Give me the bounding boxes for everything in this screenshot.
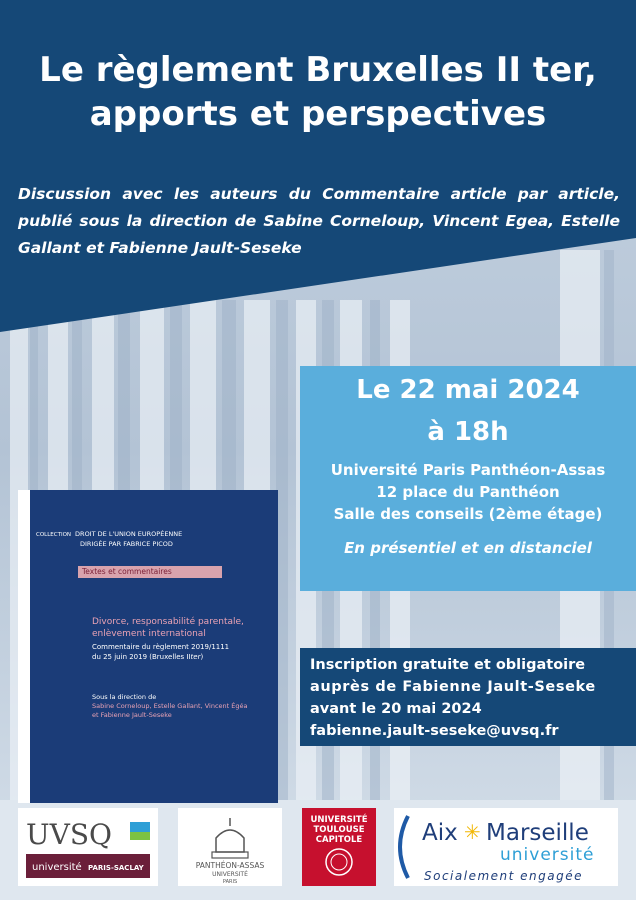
title-line-2: apports et perspectives — [89, 94, 547, 134]
page-title — [0, 48, 636, 136]
book-collection — [36, 530, 182, 549]
registration-email-link[interactable]: fabienne.jault-seseke@uvsq.fr — [310, 723, 559, 739]
collection-name: DROIT DE L'UNION EUROPÉENNE — [75, 530, 183, 538]
toulouse-line-3: CAPITOLE — [315, 835, 363, 845]
aix-marseille-logo — [394, 808, 618, 886]
venue-line-3: Salle des conseils (2ème étage) — [333, 505, 603, 523]
registration-line-3: avant le 20 mai 2024 — [310, 701, 482, 717]
uvsq-logo-graphic — [18, 808, 158, 886]
venue-line-2: 12 place du Panthéon — [376, 483, 560, 501]
uvsq-sub-2: PARIS-SACLAY — [88, 864, 144, 872]
book-cover — [18, 490, 278, 803]
book-direction: Sous la direction de — [92, 693, 157, 701]
book-title-line-1: Divorce, responsabilité parentale, — [92, 617, 244, 627]
aix-left: Aix — [422, 820, 458, 846]
event-info-box — [300, 366, 636, 591]
venue-line-1: Université Paris Panthéon-Assas — [330, 461, 606, 479]
pantheon-line-3: PARIS — [222, 879, 238, 885]
event-mode: En présentiel et en distanciel — [344, 539, 592, 557]
book-authors — [92, 702, 272, 720]
book-authors-line-2: et Fabienne Jault-Seseke — [92, 711, 172, 719]
subtitle: Discussion avec les auteurs du Commentaire article par article, publié sous la direction de Sabine Corneloup, Vincent Egea, Estelle Gallant et Fabienne Jault-Seseke — [18, 185, 620, 257]
aix-tagline: Socialement engagée — [424, 869, 583, 883]
book-subtitle-line-1: Commentaire du règlement 2019/1111 — [92, 643, 230, 651]
uvsq-sub-1: université — [32, 862, 82, 873]
aix-univ: université — [500, 845, 595, 865]
pantheon-line-2: UNIVERSITÉ — [212, 871, 248, 878]
event-venue — [300, 459, 636, 525]
toulouse-logo-graphic — [302, 808, 376, 886]
pantheon-logo-graphic — [178, 808, 282, 886]
book-subtitle-ter: ter — [190, 653, 201, 661]
book-subtitle-line-2 — [92, 652, 272, 662]
pantheon-line-1: PANTHÉON-ASSAS — [195, 861, 265, 870]
uvsq-logo — [18, 808, 158, 886]
toulouse-line-2: TOULOUSE — [313, 825, 365, 835]
uvsq-logo-text: UVSQ — [26, 818, 112, 851]
book-title — [92, 616, 272, 640]
collection-director: DIRIGÉE PAR FABRICE PICOD — [80, 540, 173, 548]
event-date: Le 22 mai 2024 — [356, 375, 580, 405]
aix-logo-graphic — [394, 808, 618, 886]
collection-label: COLLECTION — [36, 532, 72, 538]
aix-star-icon: ✳ — [464, 820, 481, 844]
aix-right: Marseille — [486, 820, 589, 846]
event-time: à 18h — [427, 417, 509, 447]
book-subtitle — [92, 642, 272, 662]
book-series-badge: Textes et commentaires — [78, 566, 222, 578]
registration-box — [300, 648, 636, 746]
registration-line-2: auprès de Fabienne Jault-Seseke — [310, 679, 596, 695]
book-authors-line-1: Sabine Corneloup, Estelle Gallant, Vincent Égéa — [92, 702, 248, 710]
pantheon-assas-logo — [178, 808, 282, 886]
title-line-1: Le règlement Bruxelles II ter, — [39, 50, 597, 90]
toulouse-capitole-logo — [302, 808, 376, 886]
toulouse-line-1: UNIVERSITÉ — [310, 815, 368, 825]
book-subtitle-end: ) — [200, 653, 204, 661]
registration-line-1: Inscription gratuite et obligatoire — [310, 657, 586, 673]
book-subtitle-text: du 25 juin 2019 (Bruxelles II — [92, 653, 191, 661]
book-title-line-2: enlèvement international — [92, 629, 206, 639]
